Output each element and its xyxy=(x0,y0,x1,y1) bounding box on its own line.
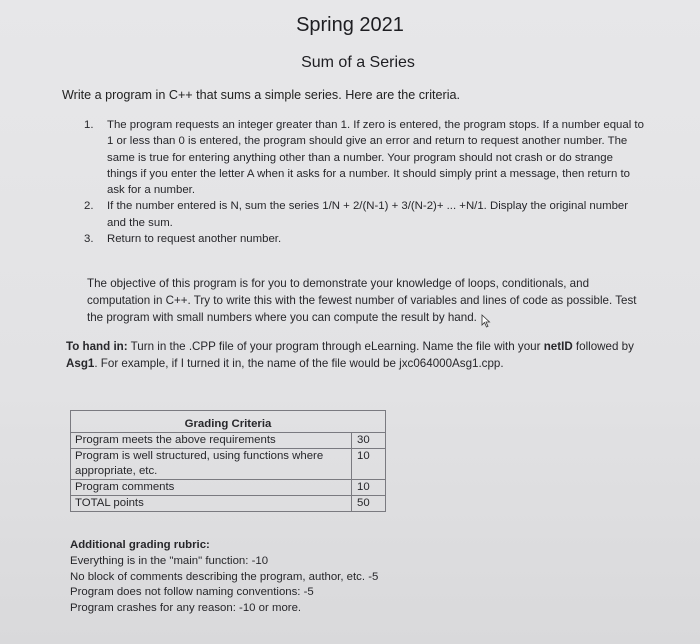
rubric-item: Program does not follow naming conventions: -5 xyxy=(70,586,314,599)
table-row xyxy=(71,449,386,480)
criterion-cell: Program meets the above requirements xyxy=(71,433,352,449)
criterion-cell: Program is well structured, using functions where appropriate, etc. xyxy=(71,449,352,480)
handin-asg: Asg1 xyxy=(66,357,95,370)
table-row xyxy=(71,480,386,496)
criteria-item xyxy=(84,231,646,247)
points-cell: 30 xyxy=(352,433,386,449)
points-cell: 50 xyxy=(352,496,386,512)
rubric-item: Program crashes for any reason: -10 or more. xyxy=(70,602,302,615)
table-row xyxy=(71,433,386,449)
rubric-item: Everything is in the "main" function: -10 xyxy=(70,554,269,567)
criteria-number: 1. xyxy=(84,119,94,131)
criteria-text: Return to request another number. xyxy=(107,233,282,246)
objective-paragraph: The objective of this program is for you to demonstrate your knowledge of loops, conditionals, and computation in C++. Try to write this with the fewest number of variables and lines of code as possible. Test the program with small numbers where you can compute the result by hand. xyxy=(87,277,637,324)
intro-text: Write a program in C++ that sums a simple series. Here are the criteria. xyxy=(62,88,461,102)
criteria-text: The program requests an integer greater than 1. If zero is entered, the program stops. If a number equal to 1 or less than 0 is entered, the program should give an error and return to request another number. The same is true for entering anything other than a number. Your program should not crash or do strange things if you enter the letter A when it asks for a number. It should simply print a message, then return to ask for a number. xyxy=(107,119,644,197)
page-subtitle: Sum of a Series xyxy=(301,54,415,71)
criteria-item xyxy=(84,117,646,198)
grading-criteria-table xyxy=(70,410,386,512)
additional-rubric xyxy=(70,538,378,617)
criteria-text: If the number entered is N, sum the series 1/N + 2/(N-1) + 3/(N-2)+ ... +N/1. Display the original number and the sum. xyxy=(107,200,629,229)
criterion-cell: Program comments xyxy=(71,480,352,496)
criterion-cell: TOTAL points xyxy=(71,496,352,512)
table-row xyxy=(71,496,386,512)
table-header-row xyxy=(71,417,386,433)
criteria-number: 2. xyxy=(84,200,94,213)
handin-paragraph xyxy=(66,338,646,372)
handin-netid: netID xyxy=(543,340,573,353)
points-cell: 10 xyxy=(352,480,386,496)
handin-text: followed by xyxy=(572,340,634,353)
handin-label: To hand in: xyxy=(66,340,128,353)
criteria-list xyxy=(84,117,646,247)
page-title: Spring 2021 xyxy=(296,14,404,36)
handin-text: . For example, if I turned it in, the name of the file would be jxc064000Asg1.cpp. xyxy=(94,357,504,370)
table-title: Grading Criteria xyxy=(71,417,386,433)
rubric-heading: Additional grading rubric: xyxy=(70,539,210,551)
handin-text: Turn in the .CPP file of your program through eLearning. Name the file with your xyxy=(127,340,544,353)
rubric-item: No block of comments describing the program, author, etc. -5 xyxy=(70,570,379,583)
criteria-item xyxy=(84,198,646,231)
criteria-number: 3. xyxy=(84,233,94,246)
mouse-cursor-icon xyxy=(481,314,491,328)
points-cell: 10 xyxy=(352,449,386,480)
